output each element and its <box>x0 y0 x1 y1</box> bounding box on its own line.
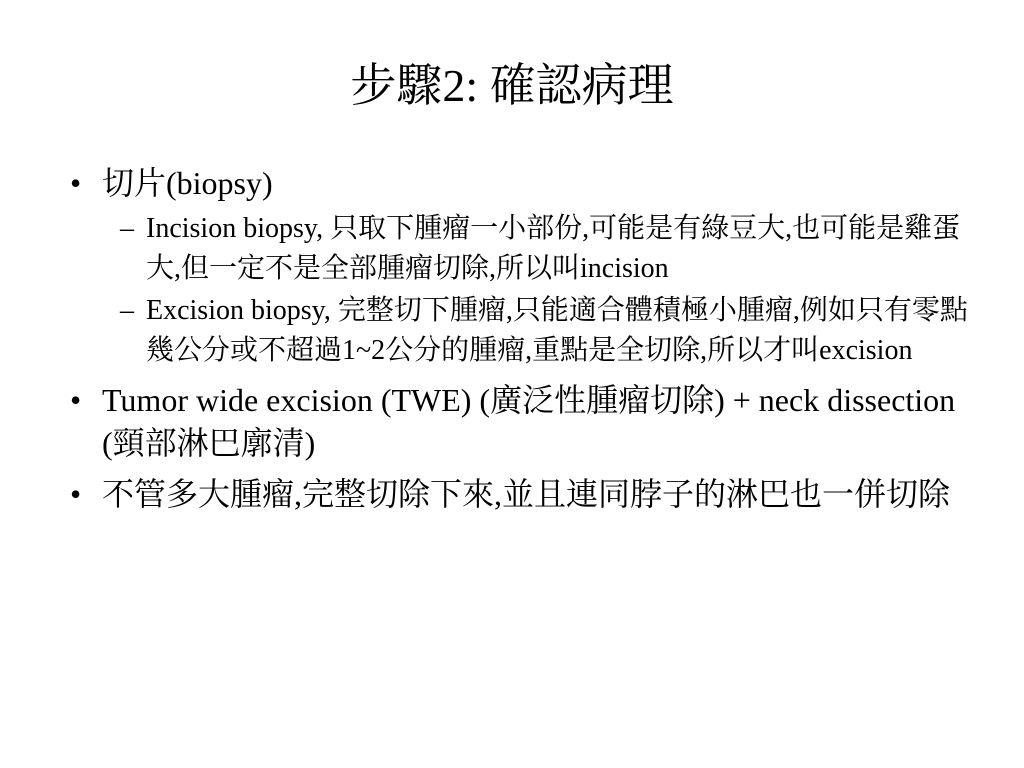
bullet-list <box>70 162 970 516</box>
slide-content <box>70 162 970 524</box>
slide-title: 步驟2: 確認病理 <box>350 60 674 111</box>
bullet-item-biopsy <box>70 162 970 371</box>
sub-bullet-item-incision <box>102 209 970 289</box>
bullet-item-twe <box>70 379 970 465</box>
sub-bullet-list <box>102 209 970 371</box>
bullet-text: Tumor wide excision (TWE) (廣泛性腫瘤切除) + neck dissection (頸部淋巴廓清) <box>102 382 956 461</box>
bullet-icon: • <box>70 165 82 201</box>
bullet-item-complete-removal <box>70 473 970 516</box>
sub-bullet-text: Incision biopsy, 只取下腫瘤一小部份,可能是有綠豆大,也可能是雞蛋大,但一定不是全部腫瘤切除,所以叫incision <box>146 213 961 284</box>
bullet-icon: • <box>70 382 82 418</box>
bullet-text: 不管多大腫瘤,完整切除下來,並且連同脖子的淋巴也一併切除 <box>102 476 951 512</box>
sub-bullet-item-excision <box>102 291 970 371</box>
sub-bullet-text: Excision biopsy, 完整切下腫瘤,只能適合體積極小腫瘤,例如只有零點幾公分或不超過1~2公分的腫瘤,重點是全切除,所以才叫excision <box>146 295 968 366</box>
bullet-icon: • <box>70 476 82 512</box>
dash-icon: – <box>120 295 134 326</box>
bullet-text: 切片(biopsy) <box>102 165 273 201</box>
dash-icon: – <box>120 213 134 244</box>
